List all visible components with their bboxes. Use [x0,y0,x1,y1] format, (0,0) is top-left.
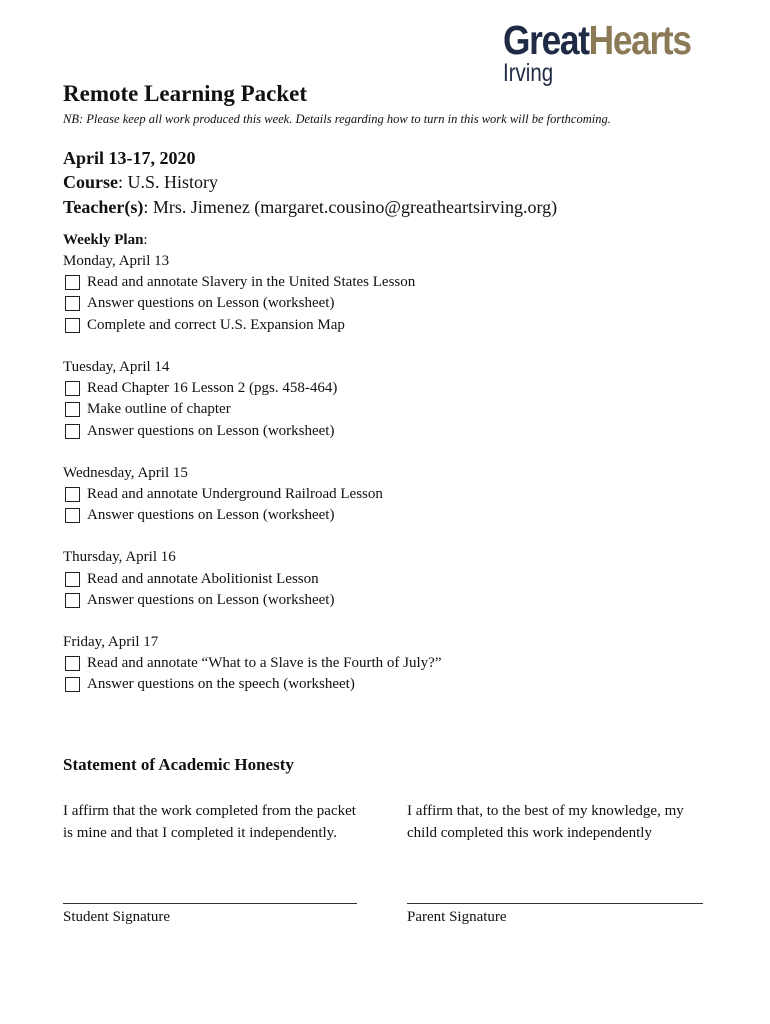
task-checkbox[interactable] [65,487,80,502]
task-label: Read Chapter 16 Lesson 2 (pgs. 458-464) [87,380,338,397]
task-item [63,399,723,420]
task-item [63,293,723,314]
task-item [63,378,723,399]
task-label: Answer questions on Lesson (worksheet) [87,295,335,312]
page-title: Remote Learning Packet [63,81,307,106]
task-checkbox[interactable] [65,381,80,396]
task-label: Read and annotate Abolitionist Lesson [87,570,319,587]
day-label: Monday, April 13 [63,253,170,269]
course-label: Course [63,172,118,192]
student-signature-label: Student Signature [63,909,171,925]
task-checkbox[interactable] [65,593,80,608]
logo-campus-text: Irving [503,59,554,87]
weekly-plan [63,230,723,696]
task-checkbox[interactable] [65,677,80,692]
day-label: Wednesday, April 15 [63,464,188,481]
task-item [63,484,723,505]
day-friday [63,632,723,696]
logo-great-text: Great [503,17,589,63]
task-item [63,674,723,695]
task-item [63,505,723,526]
teacher-value: : Mrs. Jimenez (margaret.cousino@greatheartsirving.org) [143,197,558,217]
task-item [63,272,723,293]
teacher-label: Teacher(s) [63,197,144,217]
logo-hearts-text: Hearts [588,17,691,63]
task-checkbox[interactable] [65,656,80,671]
logo-wordmark [503,17,691,63]
task-label: Read and annotate “What to a Slave is the Fourth of July?” [87,655,442,672]
task-label: Read and annotate Slavery in the United States Lesson [87,274,416,291]
task-label: Complete and correct U.S. Expansion Map [87,316,345,333]
day-wednesday [63,463,723,527]
task-item [63,653,723,674]
parent-signature-label: Parent Signature [407,909,507,925]
task-item [63,590,723,611]
parent-signature-line[interactable] [407,903,703,904]
task-label: Answer questions on Lesson (worksheet) [87,422,335,439]
parent-affirmation: I affirm that, to the best of my knowledge, my child completed this work independently [407,803,684,841]
packet-note: NB: Please keep all work produced this week. Details regarding how to turn in this work will be forthcoming. [63,112,611,126]
academic-honesty-title: Statement of Academic Honesty [63,755,294,774]
packet-content [63,80,723,717]
student-affirmation: I affirm that the work completed from the packet is mine and that I completed it independently. [63,803,356,841]
date-range: April 13-17, 2020 [63,148,196,168]
task-checkbox[interactable] [65,402,80,417]
day-thursday [63,547,723,611]
course-value: : U.S. History [118,172,219,192]
weekly-plan-label: Weekly Plan [63,232,144,248]
student-signature-line[interactable] [63,903,357,904]
weekly-plan-heading [63,230,723,251]
weekly-plan-colon: : [143,232,148,248]
task-checkbox[interactable] [65,508,80,523]
task-label: Answer questions on the speech (worksheet) [87,676,355,693]
task-item [63,420,723,441]
day-label: Thursday, April 16 [63,549,176,566]
day-label: Friday, April 17 [63,633,159,650]
task-checkbox[interactable] [65,572,80,587]
task-label: Answer questions on Lesson (worksheet) [87,591,335,608]
day-tuesday [63,357,723,442]
task-item [63,315,723,336]
task-item [63,568,723,589]
task-label: Read and annotate Underground Railroad Lesson [87,485,383,502]
task-label: Make outline of chapter [87,401,231,418]
teacher-line [63,195,723,220]
day-label: Tuesday, April 14 [63,358,170,375]
task-checkbox[interactable] [65,296,80,311]
task-label: Answer questions on Lesson (worksheet) [87,507,335,524]
task-checkbox[interactable] [65,275,80,290]
day-monday [63,251,723,336]
task-checkbox[interactable] [65,424,80,439]
task-checkbox[interactable] [65,318,80,333]
course-line [63,170,723,195]
